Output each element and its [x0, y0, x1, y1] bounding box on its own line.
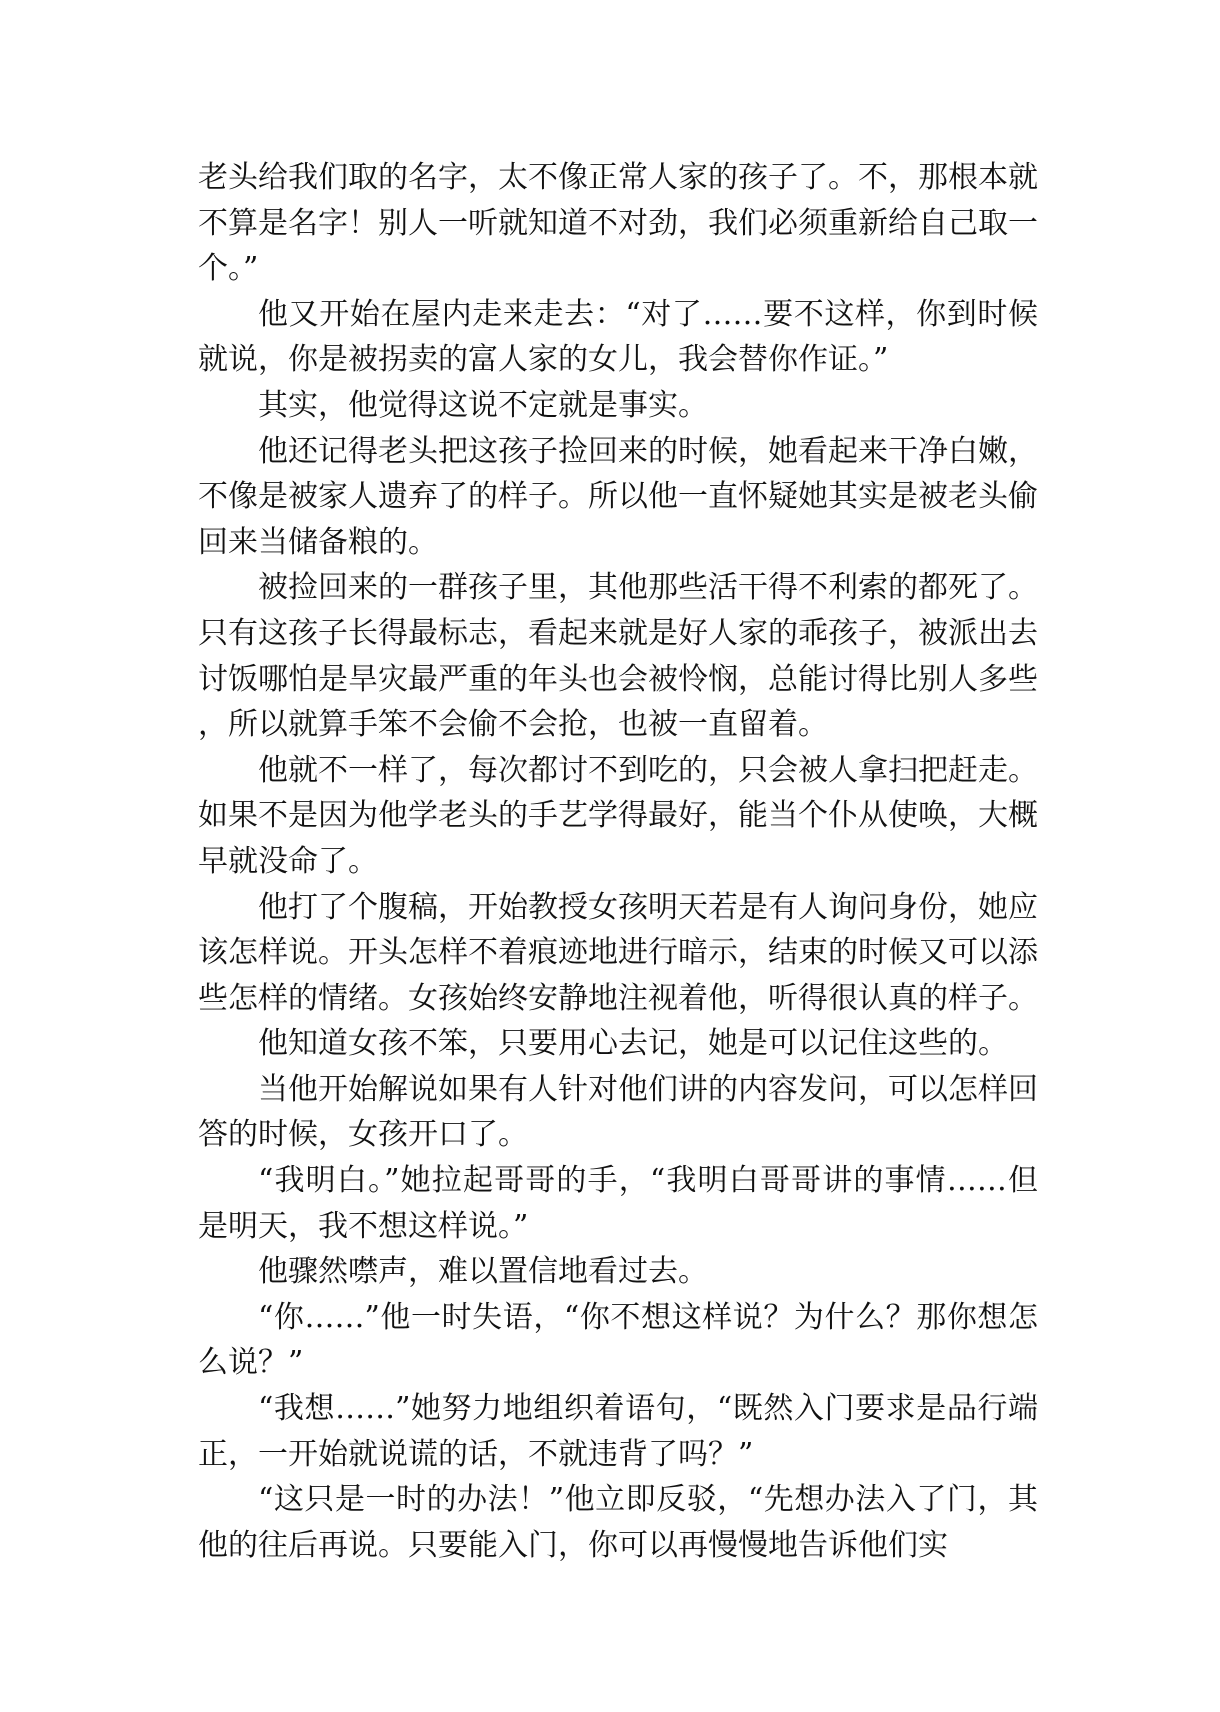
paragraph-11: 他骤然噤声，难以置信地看过去。 — [258, 1254, 708, 1290]
paragraph-13: “我想……”她努力地组织着语句，“既然入门要求是品行端正，一开始就说谎的话，不就违背了吗？” — [198, 1391, 1038, 1472]
paragraph-9: 当他开始解说如果有人针对他们讲的内容发问，可以怎样回答的时候，女孩开口了。 — [198, 1071, 1038, 1153]
paragraph-8: 他知道女孩不笨，只要用心去记，她是可以记住这些的。 — [258, 1026, 1008, 1062]
paragraph-4: 他还记得老头把这孩子捡回来的时候，她看起来干净白嫩，不像是被家人遗弃了的样子。所以他一直怀疑她其实是被老头偷回来当储备粮的。 — [198, 433, 1038, 560]
paragraph-1: 老头给我们取的名字，太不像正常人家的孩子了。不，那根本就不算是名字！别人一听就知道不对劲，我们必须重新给自己取一个。” — [198, 160, 1038, 287]
paragraph-10: “我明白。”她拉起哥哥的手，“我明白哥哥讲的事情……但是明天，我不想这样说。” — [198, 1163, 1038, 1244]
paragraph-2: 他又开始在屋内走来走去：“对了……要不这样，你到时候就说，你是被拐卖的富人家的女儿，我会替你作证。” — [198, 296, 1038, 378]
paragraph-12: “你……”他一时失语，“你不想这样说？为什么？那你想怎么说？” — [198, 1299, 1038, 1381]
paragraph-6: 他就不一样了，每次都讨不到吃的，只会被人拿扫把赶走。如果不是因为他学老头的手艺学得最好，能当个仆从使唤，大概早就没命了。 — [198, 752, 1038, 879]
paragraph-7: 他打了个腹稿，开始教授女孩明天若是有人询问身份，她应该怎样说。开头怎样不着痕迹地进行暗示，结束的时候又可以添些怎样的情绪。女孩始终安静地注视着他，听得很认真的样子。 — [198, 889, 1038, 1016]
paragraph-5: 被捡回来的一群孩子里，其他那些活干得不利索的都死了。只有这孩子长得最标志，看起来就是好人家的乖孩子，被派出去讨饭哪怕是旱灾最严重的年头也会被怜悯，总能讨得比别人多些，所以就算手笨不会偷不会抢，也被一直留着。 — [198, 570, 1038, 743]
paragraph-14: “这只是一时的办法！”他立即反驳，“先想办法入了门，其他的往后再说。只要能入门，你可以再慢慢地告诉他们实 — [198, 1482, 1038, 1563]
paragraph-3: 其实，他觉得这说不定就是事实。 — [258, 387, 708, 423]
body-text — [198, 155, 1038, 1568]
